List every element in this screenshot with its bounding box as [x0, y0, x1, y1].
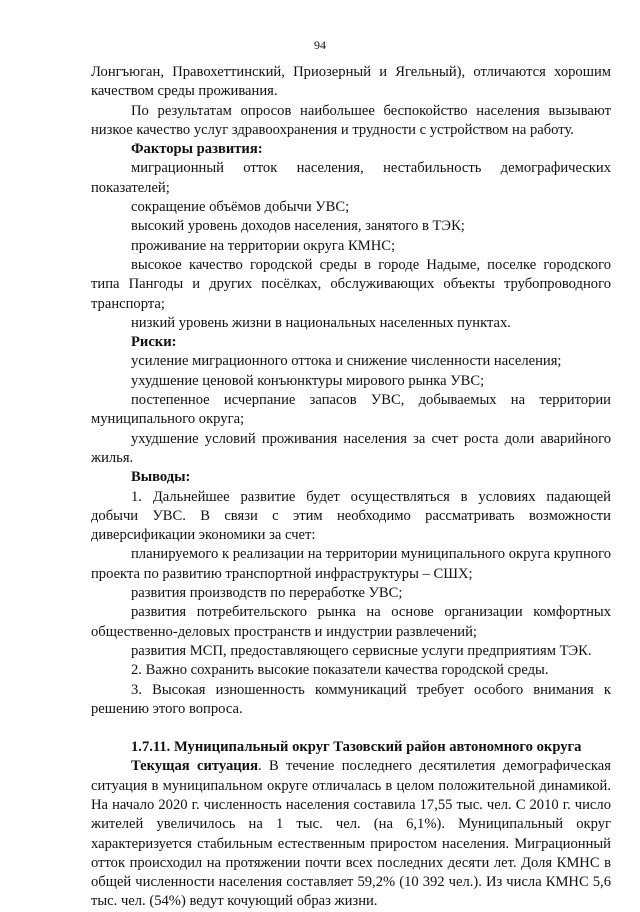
- heading-conclusions: Выводы:: [131, 469, 191, 486]
- list-item: постепенное исчерпание запасов УВС, добываемых на территории муниципального округа;: [91, 392, 611, 428]
- list-item: 1. Дальнейшее развитие будет осуществляться в условиях падающей добычи УВС. В связи с этим необходимо рассматривать возможности диверсификации экономики за счет:: [91, 488, 611, 544]
- paragraph: По результатам опросов наибольшее беспокойство населения вызывают низкое качество услуг здравоохранения и трудности с устройством на работу.: [91, 102, 611, 138]
- list-item: развития МСП, предоставляющего сервисные услуги предприятиям ТЭК.: [131, 642, 592, 659]
- list-item: 2. Важно сохранить высокие показатели качества городской среды.: [131, 662, 549, 679]
- paragraph: Лонгъюган, Правохеттинский, Приозерный и Ягельный), отличаются хорошим качеством среды проживания.: [91, 64, 611, 100]
- paragraph-text: . В течение последнего десятилетия демографическая ситуация в муниципальном округе отличалась в целом положительной динамикой. На начало 2020 г. численность населения составила 17,55 тыс. чел. С 2010 г. число жителей увеличилось на 1 тыс. чел. (на 6,1%). Муниципальный округ характеризуется стабильным естественным приростом населения. Миграционный отток происходил на протяжении почти всех последних десяти лет. Доля КМНС в общей численности населения составляет 59,2% (10 392 чел.). Из числа КМНС 5,6 тыс. чел. (54%) ведут кочующий образ жизни.: [91, 758, 611, 910]
- list-item: высокий уровень доходов населения, занятого в ТЭК;: [131, 218, 465, 235]
- list-item: низкий уровень жизни в национальных населенных пунктах.: [131, 314, 511, 331]
- list-item: развития потребительского рынка на основе организации комфортных общественно-деловых пространств и индустрии развлечений;: [91, 604, 611, 640]
- heading-factors: Факторы развития:: [131, 141, 263, 158]
- list-item: развития производств по переработке УВС;: [131, 585, 403, 602]
- heading-risks: Риски:: [131, 334, 177, 351]
- list-item: 3. Высокая изношенность коммуникаций требует особого внимания к решению этого вопроса.: [91, 681, 611, 717]
- section-title: 1.7.11. Муниципальный округ Тазовский район автономного округа: [131, 739, 582, 756]
- lead-in: Текущая ситуация: [131, 758, 258, 775]
- page-body: [91, 63, 611, 912]
- list-item: миграционный отток населения, нестабильность демографических показателей;: [91, 160, 611, 196]
- list-item: ухудшение условий проживания населения за счет роста доли аварийного жилья.: [91, 430, 611, 466]
- paragraph: [91, 757, 611, 911]
- list-item: планируемого к реализации на территории муниципального округа крупного проекта по развитию транспортной инфраструктуры – СШХ;: [91, 546, 611, 582]
- list-item: ухудшение ценовой конъюнктуры мирового рынка УВС;: [131, 372, 485, 389]
- list-item: сокращение объёмов добычи УВС;: [131, 199, 350, 216]
- spacer: [91, 719, 611, 738]
- list-item: проживание на территории округа КМНС;: [131, 237, 396, 254]
- list-item: усиление миграционного оттока и снижение численности населения;: [131, 353, 562, 370]
- list-item: высокое качество городской среды в городе Надыме, поселке городского типа Пангоды и других посёлках, обслуживающих объекты трубопроводного транспорта;: [91, 256, 611, 312]
- page-number: 94: [314, 38, 326, 52]
